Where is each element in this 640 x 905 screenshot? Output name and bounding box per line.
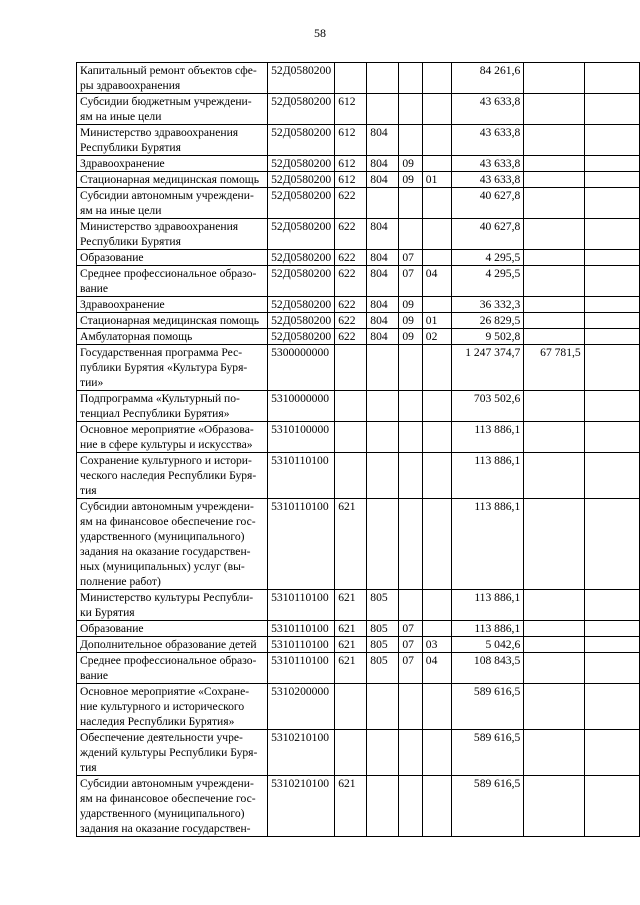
row-name-cell: Государственная программа Рес-публики Бурятия «Культура Буря-тии» bbox=[77, 345, 268, 391]
row-subsection-cell bbox=[422, 219, 452, 250]
row-name-cell: Капитальный ремонт объектов сфе-ры здравоохранения bbox=[77, 63, 268, 94]
row-amount-3-cell bbox=[584, 329, 639, 345]
row-ministry-cell bbox=[367, 63, 399, 94]
row-code-cell: 5310110100 bbox=[268, 653, 335, 684]
row-expense-type-cell bbox=[335, 345, 367, 391]
row-amount-2-cell bbox=[524, 499, 584, 590]
row-amount-2-cell bbox=[524, 422, 584, 453]
table-row bbox=[77, 94, 640, 125]
row-amount-2-cell bbox=[524, 590, 584, 621]
row-code-cell: 5310110100 bbox=[268, 621, 335, 637]
row-ministry-cell: 805 bbox=[367, 621, 399, 637]
budget-table bbox=[76, 62, 640, 837]
table-row bbox=[77, 329, 640, 345]
row-ministry-cell bbox=[367, 188, 399, 219]
row-ministry-cell bbox=[367, 391, 399, 422]
row-amount-2-cell bbox=[524, 684, 584, 730]
row-subsection-cell bbox=[422, 453, 452, 499]
row-expense-type-cell: 622 bbox=[335, 219, 367, 250]
row-amount-3-cell bbox=[584, 499, 639, 590]
row-amount-1-cell: 9 502,8 bbox=[452, 329, 524, 345]
row-section-cell bbox=[399, 219, 422, 250]
row-section-cell: 07 bbox=[399, 621, 422, 637]
row-section-cell bbox=[399, 499, 422, 590]
row-amount-1-cell: 40 627,8 bbox=[452, 188, 524, 219]
row-amount-1-cell: 1 247 374,7 bbox=[452, 345, 524, 391]
row-section-cell: 07 bbox=[399, 250, 422, 266]
table-row bbox=[77, 313, 640, 329]
row-subsection-cell: 04 bbox=[422, 266, 452, 297]
row-code-cell: 52Д0580200 bbox=[268, 188, 335, 219]
row-expense-type-cell: 622 bbox=[335, 250, 367, 266]
row-amount-3-cell bbox=[584, 125, 639, 156]
row-section-cell bbox=[399, 188, 422, 219]
row-expense-type-cell bbox=[335, 453, 367, 499]
row-amount-1-cell: 5 042,6 bbox=[452, 637, 524, 653]
row-name-cell: Субсидии автономным учреждени-ям на финансовое обеспечение гос-ударственного (муниципального) задания на оказание государствен-ных (муниципальных) услуг (вы-полнение работ) bbox=[77, 499, 268, 590]
row-section-cell: 09 bbox=[399, 172, 422, 188]
row-name-cell: Амбулаторная помощь bbox=[77, 329, 268, 345]
row-expense-type-cell: 621 bbox=[335, 590, 367, 621]
row-name-cell: Здравоохранение bbox=[77, 156, 268, 172]
row-expense-type-cell: 621 bbox=[335, 653, 367, 684]
row-amount-1-cell: 113 886,1 bbox=[452, 621, 524, 637]
row-amount-2-cell bbox=[524, 219, 584, 250]
row-amount-1-cell: 4 295,5 bbox=[452, 266, 524, 297]
row-ministry-cell bbox=[367, 345, 399, 391]
row-code-cell: 5310110100 bbox=[268, 590, 335, 621]
row-ministry-cell: 804 bbox=[367, 172, 399, 188]
row-amount-1-cell: 113 886,1 bbox=[452, 590, 524, 621]
table-row bbox=[77, 637, 640, 653]
row-section-cell: 09 bbox=[399, 297, 422, 313]
table-row bbox=[77, 621, 640, 637]
row-expense-type-cell: 621 bbox=[335, 637, 367, 653]
row-section-cell bbox=[399, 94, 422, 125]
row-amount-2-cell bbox=[524, 776, 584, 837]
row-name-cell: Сохранение культурного и истори-ческого наследия Республики Буря-тия bbox=[77, 453, 268, 499]
row-code-cell: 52Д0580200 bbox=[268, 266, 335, 297]
row-name-cell: Образование bbox=[77, 250, 268, 266]
row-name-cell: Обеспечение деятельности учре-ждений культуры Республики Буря-тия bbox=[77, 730, 268, 776]
row-amount-2-cell bbox=[524, 653, 584, 684]
row-section-cell bbox=[399, 776, 422, 837]
row-name-cell: Субсидии бюджетным учреждени-ям на иные цели bbox=[77, 94, 268, 125]
row-subsection-cell bbox=[422, 590, 452, 621]
row-subsection-cell bbox=[422, 156, 452, 172]
row-amount-3-cell bbox=[584, 156, 639, 172]
row-amount-3-cell bbox=[584, 684, 639, 730]
row-ministry-cell: 804 bbox=[367, 125, 399, 156]
row-code-cell: 52Д0580200 bbox=[268, 94, 335, 125]
row-amount-2-cell bbox=[524, 391, 584, 422]
row-amount-1-cell: 43 633,8 bbox=[452, 125, 524, 156]
row-amount-2-cell bbox=[524, 188, 584, 219]
table-row bbox=[77, 684, 640, 730]
row-expense-type-cell bbox=[335, 391, 367, 422]
row-section-cell bbox=[399, 125, 422, 156]
row-amount-3-cell bbox=[584, 188, 639, 219]
row-code-cell: 52Д0580200 bbox=[268, 329, 335, 345]
row-subsection-cell bbox=[422, 499, 452, 590]
table-row bbox=[77, 776, 640, 837]
row-amount-2-cell bbox=[524, 266, 584, 297]
row-code-cell: 52Д0580200 bbox=[268, 250, 335, 266]
row-name-cell: Среднее профессиональное образо-вание bbox=[77, 266, 268, 297]
row-amount-2-cell bbox=[524, 63, 584, 94]
row-code-cell: 52Д0580200 bbox=[268, 63, 335, 94]
row-code-cell: 5310110100 bbox=[268, 499, 335, 590]
row-amount-2-cell bbox=[524, 156, 584, 172]
row-expense-type-cell: 622 bbox=[335, 188, 367, 219]
row-name-cell: Дополнительное образование детей bbox=[77, 637, 268, 653]
row-amount-1-cell: 43 633,8 bbox=[452, 172, 524, 188]
row-subsection-cell bbox=[422, 391, 452, 422]
table-body bbox=[77, 63, 640, 837]
row-expense-type-cell: 622 bbox=[335, 313, 367, 329]
row-subsection-cell: 02 bbox=[422, 329, 452, 345]
row-amount-1-cell: 26 829,5 bbox=[452, 313, 524, 329]
table-row bbox=[77, 391, 640, 422]
row-expense-type-cell: 621 bbox=[335, 499, 367, 590]
row-expense-type-cell bbox=[335, 63, 367, 94]
row-section-cell: 09 bbox=[399, 156, 422, 172]
row-amount-1-cell: 703 502,6 bbox=[452, 391, 524, 422]
row-ministry-cell bbox=[367, 422, 399, 453]
row-subsection-cell bbox=[422, 188, 452, 219]
row-ministry-cell: 804 bbox=[367, 219, 399, 250]
row-amount-3-cell bbox=[584, 297, 639, 313]
row-amount-3-cell bbox=[584, 590, 639, 621]
row-code-cell: 5310000000 bbox=[268, 391, 335, 422]
row-section-cell bbox=[399, 453, 422, 499]
row-expense-type-cell bbox=[335, 730, 367, 776]
row-ministry-cell bbox=[367, 453, 399, 499]
page-number: 58 bbox=[314, 26, 326, 40]
row-amount-1-cell: 40 627,8 bbox=[452, 219, 524, 250]
table-row bbox=[77, 219, 640, 250]
row-subsection-cell: 01 bbox=[422, 313, 452, 329]
row-ministry-cell: 805 bbox=[367, 590, 399, 621]
row-section-cell bbox=[399, 684, 422, 730]
row-code-cell: 5310100000 bbox=[268, 422, 335, 453]
row-amount-1-cell: 113 886,1 bbox=[452, 453, 524, 499]
row-section-cell: 07 bbox=[399, 266, 422, 297]
row-subsection-cell bbox=[422, 297, 452, 313]
table-row bbox=[77, 422, 640, 453]
row-code-cell: 5310110100 bbox=[268, 453, 335, 499]
row-amount-2-cell bbox=[524, 94, 584, 125]
row-amount-3-cell bbox=[584, 172, 639, 188]
row-ministry-cell: 804 bbox=[367, 329, 399, 345]
row-ministry-cell bbox=[367, 776, 399, 837]
row-amount-3-cell bbox=[584, 422, 639, 453]
row-expense-type-cell: 621 bbox=[335, 621, 367, 637]
row-section-cell: 07 bbox=[399, 637, 422, 653]
row-section-cell bbox=[399, 63, 422, 94]
row-code-cell: 5310210100 bbox=[268, 776, 335, 837]
row-expense-type-cell bbox=[335, 422, 367, 453]
row-amount-3-cell bbox=[584, 621, 639, 637]
row-ministry-cell: 804 bbox=[367, 297, 399, 313]
row-section-cell bbox=[399, 730, 422, 776]
row-subsection-cell bbox=[422, 730, 452, 776]
row-name-cell: Основное мероприятие «Образова-ние в сфере культуры и искусства» bbox=[77, 422, 268, 453]
table-row bbox=[77, 172, 640, 188]
table-row bbox=[77, 590, 640, 621]
row-name-cell: Здравоохранение bbox=[77, 297, 268, 313]
row-expense-type-cell: 622 bbox=[335, 329, 367, 345]
row-expense-type-cell: 612 bbox=[335, 156, 367, 172]
row-name-cell: Субсидии автономным учреждени-ям на иные цели bbox=[77, 188, 268, 219]
row-name-cell: Министерство культуры Республи-ки Бурятия bbox=[77, 590, 268, 621]
table-row bbox=[77, 125, 640, 156]
row-code-cell: 52Д0580200 bbox=[268, 219, 335, 250]
row-ministry-cell bbox=[367, 499, 399, 590]
row-subsection-cell: 01 bbox=[422, 172, 452, 188]
row-subsection-cell bbox=[422, 621, 452, 637]
row-amount-2-cell bbox=[524, 250, 584, 266]
row-ministry-cell: 804 bbox=[367, 156, 399, 172]
table-row bbox=[77, 499, 640, 590]
row-name-cell: Основное мероприятие «Сохране-ние культурного и исторического наследия Республики Бурятия» bbox=[77, 684, 268, 730]
row-amount-2-cell bbox=[524, 172, 584, 188]
table-row bbox=[77, 297, 640, 313]
row-code-cell: 52Д0580200 bbox=[268, 125, 335, 156]
row-code-cell: 52Д0580200 bbox=[268, 156, 335, 172]
row-code-cell: 52Д0580200 bbox=[268, 297, 335, 313]
row-amount-1-cell: 43 633,8 bbox=[452, 156, 524, 172]
row-amount-1-cell: 43 633,8 bbox=[452, 94, 524, 125]
table-row bbox=[77, 730, 640, 776]
row-expense-type-cell: 622 bbox=[335, 297, 367, 313]
row-amount-2-cell bbox=[524, 453, 584, 499]
row-amount-3-cell bbox=[584, 345, 639, 391]
row-ministry-cell: 805 bbox=[367, 637, 399, 653]
row-section-cell bbox=[399, 590, 422, 621]
row-section-cell: 07 bbox=[399, 653, 422, 684]
table-row bbox=[77, 653, 640, 684]
row-section-cell: 09 bbox=[399, 329, 422, 345]
row-name-cell: Стационарная медицинская помощь bbox=[77, 172, 268, 188]
row-subsection-cell bbox=[422, 776, 452, 837]
table-row bbox=[77, 453, 640, 499]
row-subsection-cell bbox=[422, 250, 452, 266]
table-row bbox=[77, 63, 640, 94]
row-code-cell: 5300000000 bbox=[268, 345, 335, 391]
row-section-cell bbox=[399, 391, 422, 422]
row-amount-3-cell bbox=[584, 391, 639, 422]
row-amount-1-cell: 113 886,1 bbox=[452, 422, 524, 453]
row-amount-1-cell: 4 295,5 bbox=[452, 250, 524, 266]
row-subsection-cell bbox=[422, 125, 452, 156]
row-subsection-cell: 03 bbox=[422, 637, 452, 653]
row-amount-3-cell bbox=[584, 266, 639, 297]
row-amount-2-cell bbox=[524, 297, 584, 313]
row-amount-2-cell bbox=[524, 637, 584, 653]
row-ministry-cell bbox=[367, 684, 399, 730]
row-expense-type-cell: 612 bbox=[335, 172, 367, 188]
row-amount-2-cell: 67 781,5 bbox=[524, 345, 584, 391]
row-name-cell: Образование bbox=[77, 621, 268, 637]
row-amount-2-cell bbox=[524, 621, 584, 637]
row-amount-1-cell: 589 616,5 bbox=[452, 684, 524, 730]
row-amount-3-cell bbox=[584, 94, 639, 125]
row-amount-2-cell bbox=[524, 313, 584, 329]
table-row bbox=[77, 250, 640, 266]
table-row bbox=[77, 266, 640, 297]
row-amount-2-cell bbox=[524, 329, 584, 345]
row-subsection-cell bbox=[422, 94, 452, 125]
row-code-cell: 52Д0580200 bbox=[268, 313, 335, 329]
row-name-cell: Министерство здравоохранения Республики Бурятия bbox=[77, 125, 268, 156]
row-name-cell: Министерство здравоохранения Республики Бурятия bbox=[77, 219, 268, 250]
row-subsection-cell: 04 bbox=[422, 653, 452, 684]
row-amount-1-cell: 84 261,6 bbox=[452, 63, 524, 94]
row-amount-1-cell: 589 616,5 bbox=[452, 730, 524, 776]
row-name-cell: Среднее профессиональное образо-вание bbox=[77, 653, 268, 684]
row-amount-3-cell bbox=[584, 63, 639, 94]
row-amount-2-cell bbox=[524, 125, 584, 156]
table-row bbox=[77, 156, 640, 172]
row-subsection-cell bbox=[422, 422, 452, 453]
row-ministry-cell: 804 bbox=[367, 313, 399, 329]
row-name-cell: Подпрограмма «Культурный по-тенциал Республики Бурятия» bbox=[77, 391, 268, 422]
row-ministry-cell: 804 bbox=[367, 266, 399, 297]
row-ministry-cell: 804 bbox=[367, 250, 399, 266]
row-expense-type-cell: 612 bbox=[335, 125, 367, 156]
row-amount-3-cell bbox=[584, 653, 639, 684]
row-amount-3-cell bbox=[584, 219, 639, 250]
row-amount-2-cell bbox=[524, 730, 584, 776]
row-section-cell bbox=[399, 345, 422, 391]
row-expense-type-cell: 622 bbox=[335, 266, 367, 297]
row-expense-type-cell bbox=[335, 684, 367, 730]
row-amount-1-cell: 113 886,1 bbox=[452, 499, 524, 590]
row-amount-3-cell bbox=[584, 776, 639, 837]
row-ministry-cell bbox=[367, 94, 399, 125]
row-code-cell: 5310210100 bbox=[268, 730, 335, 776]
row-amount-3-cell bbox=[584, 730, 639, 776]
row-subsection-cell bbox=[422, 63, 452, 94]
row-expense-type-cell: 612 bbox=[335, 94, 367, 125]
row-code-cell: 5310110100 bbox=[268, 637, 335, 653]
row-amount-3-cell bbox=[584, 313, 639, 329]
row-amount-1-cell: 589 616,5 bbox=[452, 776, 524, 837]
row-amount-1-cell: 36 332,3 bbox=[452, 297, 524, 313]
row-subsection-cell bbox=[422, 684, 452, 730]
row-amount-3-cell bbox=[584, 637, 639, 653]
row-expense-type-cell: 621 bbox=[335, 776, 367, 837]
row-code-cell: 52Д0580200 bbox=[268, 172, 335, 188]
row-section-cell bbox=[399, 422, 422, 453]
table-row bbox=[77, 188, 640, 219]
row-section-cell: 09 bbox=[399, 313, 422, 329]
row-code-cell: 5310200000 bbox=[268, 684, 335, 730]
row-ministry-cell bbox=[367, 730, 399, 776]
table-row bbox=[77, 345, 640, 391]
row-subsection-cell bbox=[422, 345, 452, 391]
row-name-cell: Стационарная медицинская помощь bbox=[77, 313, 268, 329]
row-amount-3-cell bbox=[584, 250, 639, 266]
row-ministry-cell: 805 bbox=[367, 653, 399, 684]
row-name-cell: Субсидии автономным учреждени-ям на финансовое обеспечение гос-ударственного (муниципального) задания на оказание государствен- bbox=[77, 776, 268, 837]
row-amount-1-cell: 108 843,5 bbox=[452, 653, 524, 684]
row-amount-3-cell bbox=[584, 453, 639, 499]
